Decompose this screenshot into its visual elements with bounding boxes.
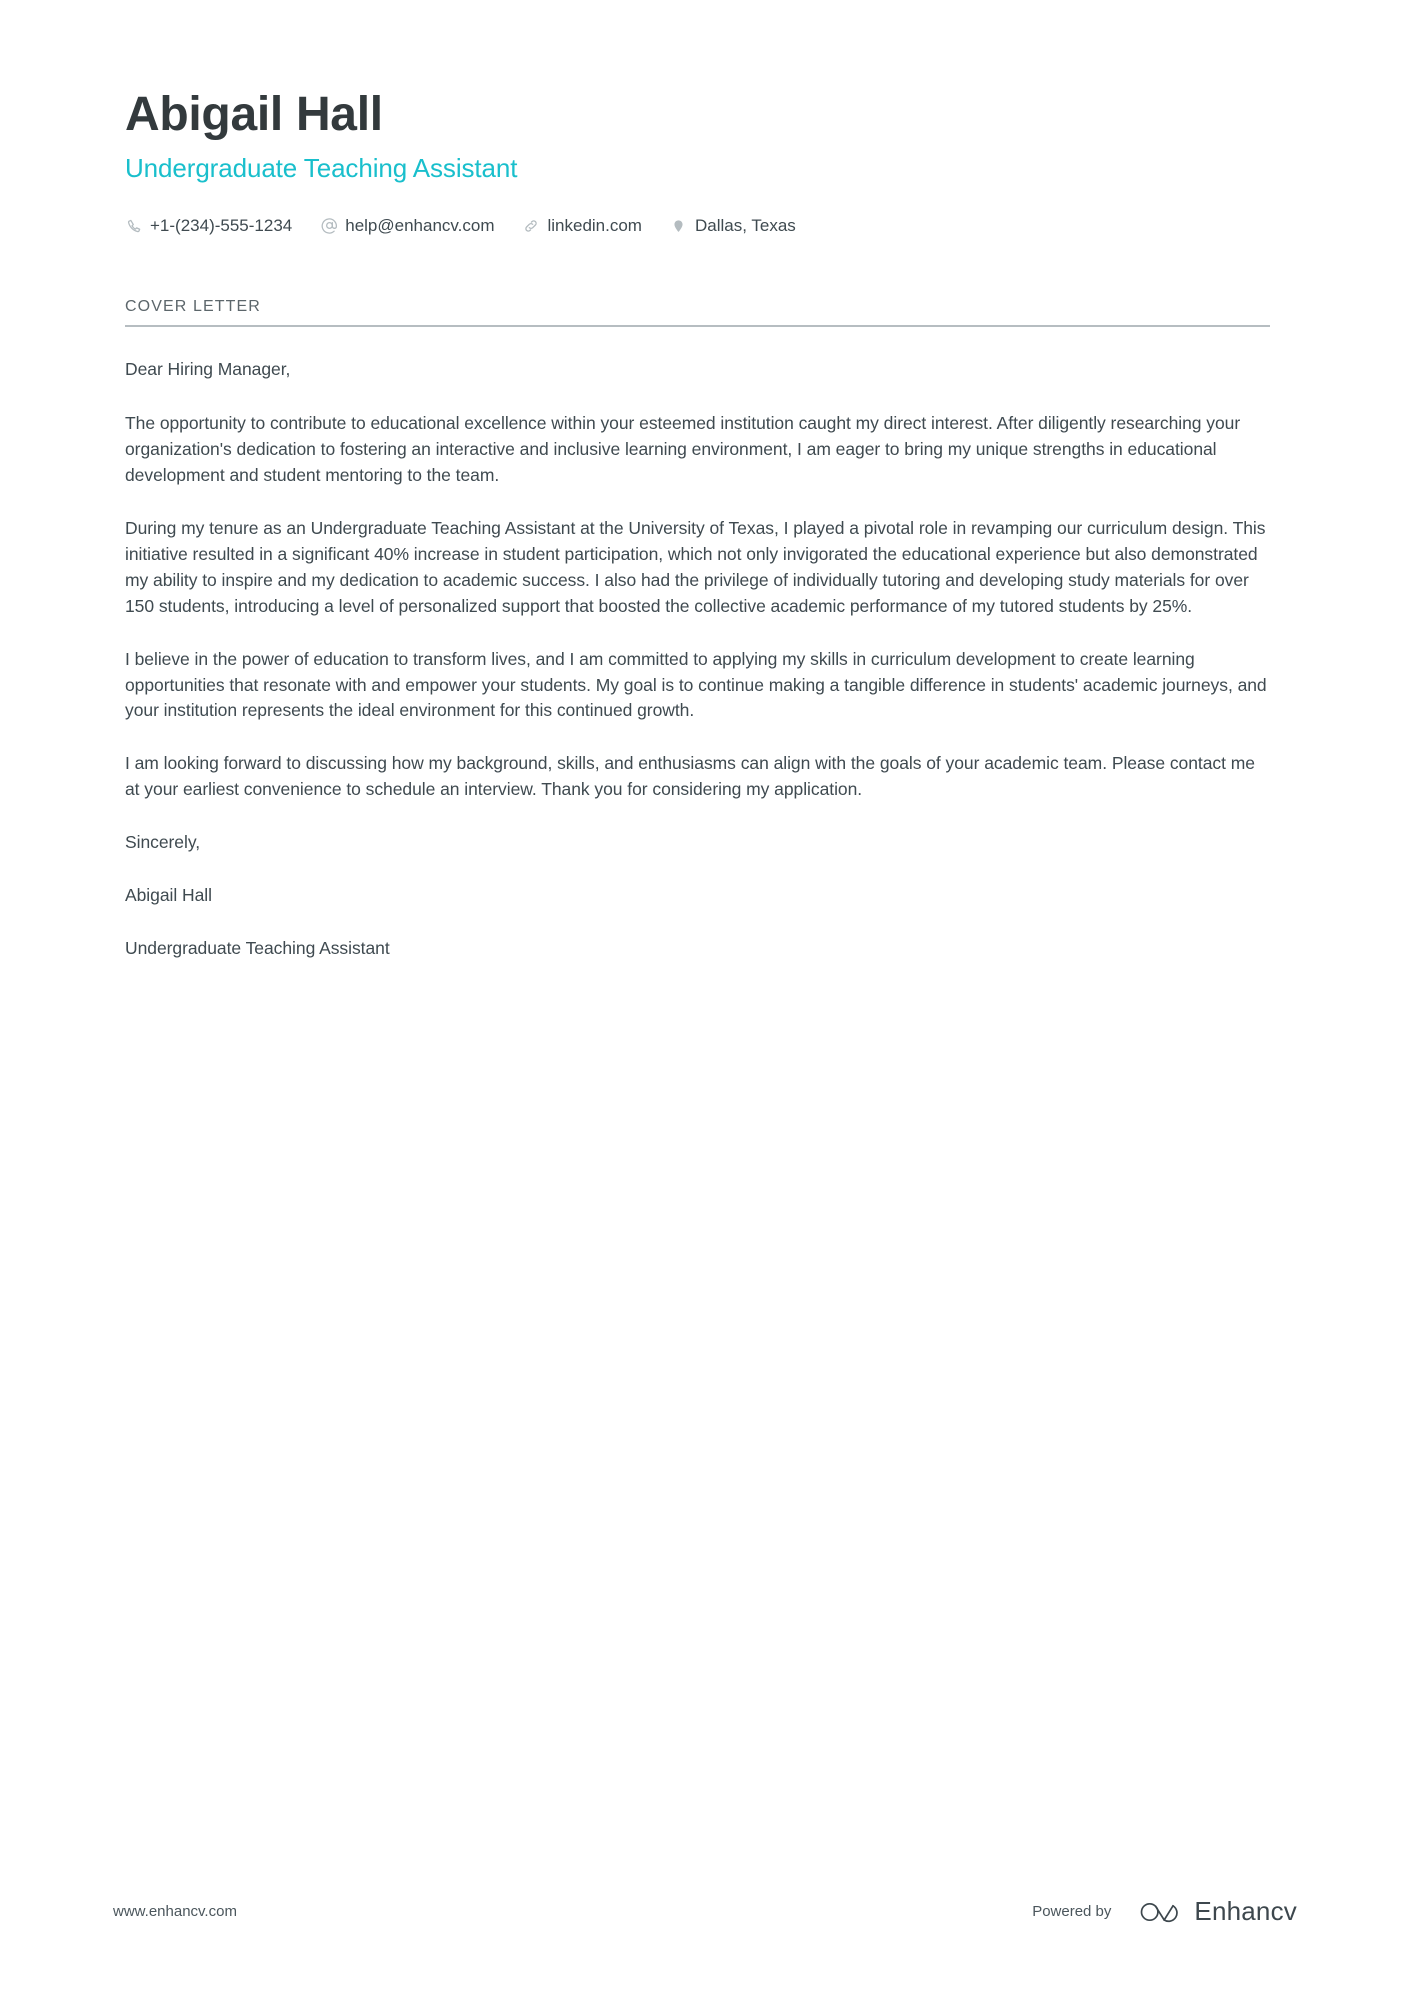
letter-paragraph-3: I believe in the power of education to transform lives, and I am committed to applying my skills in curriculum development to create learning opportunities that resonate with and empower your students. My goal is to continue making a tangible difference in students' academic journeys, and your institution represents the ideal environment for this continued growth.	[125, 648, 1267, 721]
phone-icon	[125, 217, 143, 235]
link-icon	[522, 217, 540, 235]
letter-paragraph-4: I am looking forward to discussing how my background, skills, and enthusiasms can align with the goals of your academic team. Please contact me at your earliest convenience to schedule an interview. Thank you for considering my application.	[125, 753, 1255, 800]
contact-phone-value: +1-(234)-555-1234	[150, 215, 293, 235]
contact-linkedin-value: linkedin.com	[547, 215, 642, 235]
letter-body	[125, 357, 1270, 962]
enhancv-logo-icon	[1135, 1899, 1183, 1925]
footer-website-url[interactable]: www.enhancv.com	[113, 1903, 237, 1920]
section-title-cover-letter: COVER LETTER	[125, 298, 1270, 327]
letter-paragraph-2: During my tenure as an Undergraduate Teaching Assistant at the University of Texas, I played a pivotal role in revamping our curriculum design. This initiative resulted in a significant 40% increase in student participation, which not only invigorated the educational experience but also demonstrated my ability to inspire and my dedication to academic success. I also had the privilege of individually tutoring and developing study materials for over 150 students, introducing a level of personalized support that boosted the collective academic performance of my tutored students by 25%.	[125, 518, 1266, 616]
document-footer	[113, 1896, 1297, 1927]
contact-row	[125, 216, 1270, 236]
enhancv-wordmark: Enhancv	[1194, 1896, 1297, 1926]
letter-closing: Sincerely,	[125, 832, 201, 853]
cover-letter-section	[125, 298, 1270, 962]
contact-linkedin[interactable]	[522, 216, 642, 236]
applicant-name: Abigail Hall	[125, 88, 383, 141]
applicant-job-title: Undergraduate Teaching Assistant	[125, 152, 518, 183]
letter-paragraph-1: The opportunity to contribute to educational excellence within your esteemed institution caught my direct interest. After diligently researching your organization's dedication to fostering an interactive and inclusive learning environment, I am eager to bring my unique strengths in educational development and student mentoring to the team.	[125, 413, 1241, 486]
contact-phone[interactable]	[125, 216, 292, 236]
contact-email[interactable]	[320, 216, 494, 236]
contact-location[interactable]	[670, 216, 796, 236]
contact-location-value: Dallas, Texas	[694, 215, 796, 235]
document-header	[125, 0, 1270, 236]
powered-by-label: Powered by	[1032, 1903, 1112, 1920]
letter-signature-title: Undergraduate Teaching Assistant	[125, 937, 390, 958]
letter-salutation: Dear Hiring Manager,	[125, 358, 291, 379]
letter-signature-name: Abigail Hall	[125, 885, 212, 906]
enhancv-logo[interactable]	[1135, 1896, 1297, 1927]
email-at-icon	[320, 217, 338, 235]
footer-brand	[1032, 1896, 1297, 1927]
contact-email-value: help@enhancv.com	[345, 215, 495, 235]
page-content	[125, 0, 1270, 962]
location-pin-icon	[670, 217, 688, 235]
